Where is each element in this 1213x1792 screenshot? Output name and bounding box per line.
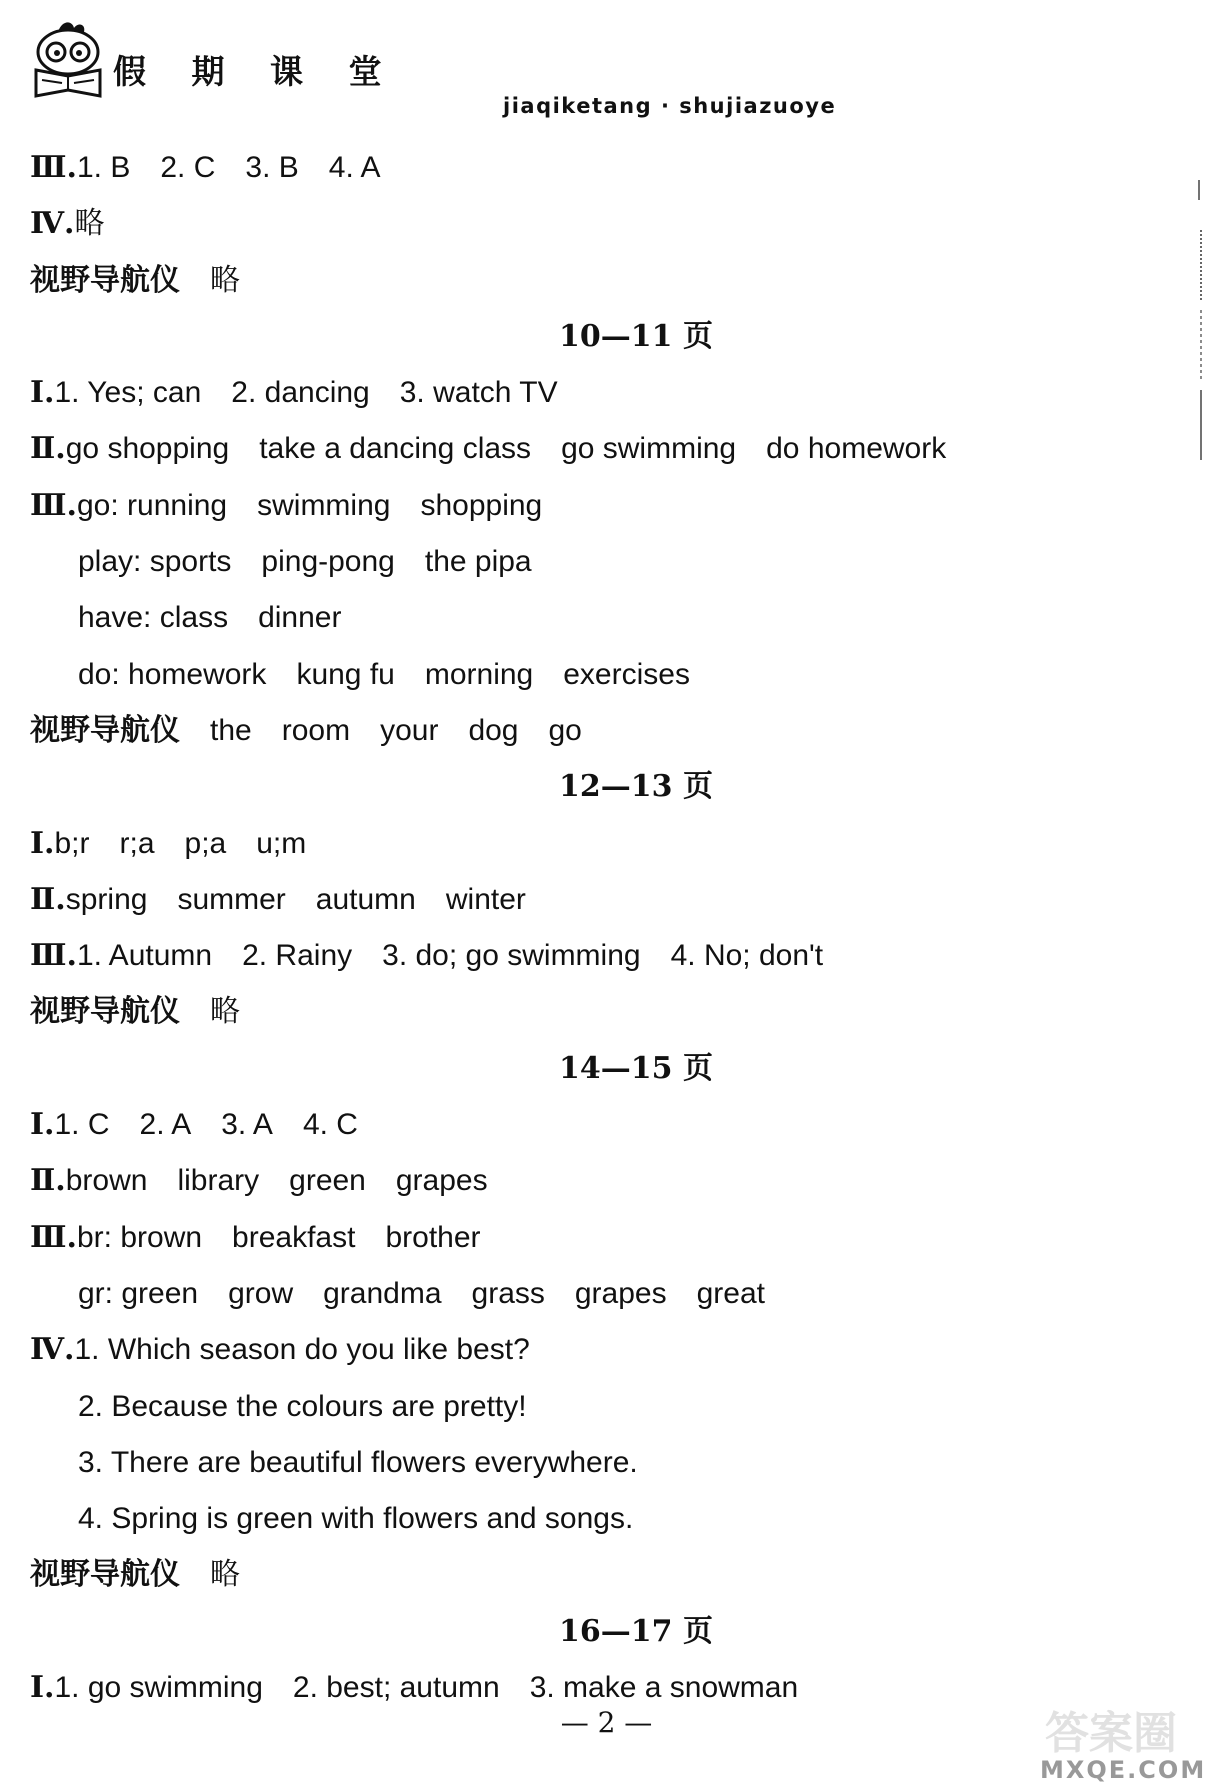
answer-text: take a dancing class bbox=[259, 432, 532, 466]
answer-text: 3. There are beautiful flowers everywhere. bbox=[78, 1445, 638, 1479]
answer-text: 2. best; autumn bbox=[292, 1671, 500, 1705]
answer-text: autumn bbox=[315, 882, 416, 916]
answer-text: 3. watch TV bbox=[399, 376, 558, 410]
answer-text: p;a bbox=[184, 826, 227, 860]
section-label: 视野导航仪 bbox=[30, 712, 180, 748]
answer-text: winter bbox=[445, 882, 526, 916]
section-label: 视野导航仪 bbox=[30, 1557, 180, 1593]
answer-text: u;m bbox=[256, 826, 307, 860]
answer-text: 略 bbox=[74, 207, 105, 241]
answer-line bbox=[30, 1153, 1180, 1209]
answer-text: 2. dancing bbox=[231, 376, 370, 410]
section-heading-text: 10—11 页 bbox=[559, 318, 713, 354]
answer-text: go shopping bbox=[65, 432, 230, 466]
answer-text: exercises bbox=[563, 657, 690, 691]
question-numeral: Ⅲ. bbox=[30, 938, 77, 974]
answer-text: 2. A bbox=[139, 1108, 192, 1142]
answer-text: 1. C bbox=[54, 1108, 110, 1142]
question-numeral: Ⅰ. bbox=[30, 1670, 55, 1706]
answer-text: 4. C bbox=[302, 1108, 358, 1142]
answer-line bbox=[30, 421, 1180, 477]
answer-text: 1. Autumn bbox=[76, 939, 213, 973]
answer-text: 4. No; don't bbox=[670, 939, 824, 973]
answer-text: 4. Spring is green with flowers and songs. bbox=[78, 1502, 634, 1536]
answer-line bbox=[30, 253, 1180, 309]
question-numeral: Ⅳ. bbox=[30, 1332, 75, 1368]
answer-text: brother bbox=[385, 1220, 481, 1254]
question-numeral: Ⅰ. bbox=[30, 1107, 55, 1143]
answer-line bbox=[30, 140, 1180, 196]
answer-line bbox=[30, 365, 1180, 421]
question-numeral: Ⅲ. bbox=[30, 1219, 77, 1255]
watermark-site: MXQE.COM bbox=[1040, 1756, 1207, 1784]
answer-content bbox=[30, 140, 1180, 1716]
scan-edge-marks bbox=[1196, 180, 1206, 480]
answer-text: grapes bbox=[395, 1164, 488, 1198]
answer-text: brown bbox=[65, 1164, 148, 1198]
question-numeral: Ⅳ. bbox=[30, 206, 75, 242]
answer-text: r;a bbox=[119, 826, 155, 860]
answer-text: dog bbox=[468, 713, 519, 747]
section-label: 视野导航仪 bbox=[30, 262, 180, 298]
answer-text: grandma bbox=[323, 1276, 442, 1310]
answer-text: 1. go swimming bbox=[54, 1671, 263, 1705]
question-numeral: Ⅱ. bbox=[30, 431, 66, 467]
answer-text: br: brown bbox=[76, 1220, 203, 1254]
answer-text: grass bbox=[471, 1276, 545, 1310]
section-heading-text: 16—17 页 bbox=[559, 1613, 713, 1649]
answer-text: morning bbox=[424, 657, 534, 691]
answer-text: go swimming bbox=[561, 432, 737, 466]
answer-text: summer bbox=[177, 882, 286, 916]
answer-text: 略 bbox=[210, 995, 240, 1029]
answer-line bbox=[30, 1322, 1180, 1378]
answer-text: 1. Yes; can bbox=[54, 376, 202, 410]
answer-text: 3. A bbox=[221, 1108, 273, 1142]
answer-text: grapes bbox=[574, 1276, 667, 1310]
answer-text: gr: green bbox=[78, 1276, 199, 1310]
question-numeral: Ⅲ. bbox=[30, 487, 77, 523]
page-number: — 2 — bbox=[560, 1706, 653, 1739]
answer-text: kung fu bbox=[296, 657, 395, 691]
answer-line bbox=[30, 928, 1180, 984]
section-heading bbox=[30, 1604, 1180, 1660]
answer-line bbox=[30, 1435, 1180, 1491]
answer-text: 3. make a snowman bbox=[529, 1671, 799, 1705]
answer-text: 2. Because the colours are pretty! bbox=[78, 1389, 527, 1423]
question-numeral: Ⅰ. bbox=[30, 825, 55, 861]
answer-text: room bbox=[281, 713, 351, 747]
answer-text: dinner bbox=[258, 601, 342, 635]
brand-subtitle: jiaqiketang · shujiazuoye bbox=[503, 94, 837, 118]
answer-line bbox=[30, 647, 1180, 703]
answer-line bbox=[30, 1097, 1180, 1153]
answer-line bbox=[30, 196, 1180, 252]
question-numeral: Ⅰ. bbox=[30, 375, 55, 411]
answer-text: shopping bbox=[420, 488, 543, 522]
answer-text: 2. Rainy bbox=[242, 939, 353, 973]
answer-text: 4. A bbox=[328, 151, 381, 184]
answer-text: great bbox=[696, 1276, 765, 1310]
answer-text: 1. B bbox=[76, 151, 131, 184]
answer-text: your bbox=[380, 713, 439, 747]
answer-line bbox=[30, 478, 1180, 534]
answer-text: go bbox=[548, 713, 582, 747]
question-numeral: Ⅱ. bbox=[30, 881, 66, 917]
watermark-text: 答案圈 bbox=[1045, 1708, 1177, 1759]
answer-text: library bbox=[177, 1164, 260, 1198]
answer-text: 1. Which season do you like best? bbox=[74, 1333, 530, 1367]
answer-text: do homework bbox=[766, 432, 947, 466]
answer-line bbox=[30, 872, 1180, 928]
question-numeral: Ⅲ. bbox=[30, 150, 77, 185]
answer-line bbox=[30, 984, 1180, 1040]
answer-text: grow bbox=[228, 1276, 294, 1310]
mascot-reading-logo bbox=[28, 18, 106, 98]
answer-line bbox=[30, 816, 1180, 872]
section-heading-text: 12—13 页 bbox=[559, 769, 713, 805]
answer-text: 略 bbox=[210, 1558, 240, 1592]
answer-line bbox=[30, 1491, 1180, 1547]
answer-text: green bbox=[289, 1164, 366, 1198]
answer-text: the bbox=[210, 713, 252, 747]
answer-line bbox=[30, 1210, 1180, 1266]
page-header bbox=[28, 18, 1208, 118]
answer-text: breakfast bbox=[232, 1220, 356, 1254]
section-heading bbox=[30, 759, 1180, 815]
answer-text: b;r bbox=[54, 826, 90, 860]
answer-text: 2. C bbox=[160, 151, 216, 184]
answer-text: play: sports bbox=[78, 545, 232, 579]
answer-text: have: class bbox=[78, 601, 229, 635]
answer-text: do: homework bbox=[78, 657, 267, 691]
answer-line bbox=[30, 1379, 1180, 1435]
answer-text: swimming bbox=[257, 488, 391, 522]
answer-text: the pipa bbox=[424, 545, 532, 579]
answer-line bbox=[30, 703, 1180, 759]
answer-text: 3. do; go swimming bbox=[382, 939, 641, 973]
section-heading bbox=[30, 309, 1180, 365]
section-label: 视野导航仪 bbox=[30, 994, 180, 1030]
answer-line bbox=[30, 1547, 1180, 1603]
answer-text: spring bbox=[65, 882, 148, 916]
answer-text: ping-pong bbox=[261, 545, 395, 579]
answer-line bbox=[30, 590, 1180, 646]
question-numeral: Ⅱ. bbox=[30, 1163, 66, 1199]
section-heading bbox=[30, 1041, 1180, 1097]
answer-text: 略 bbox=[210, 263, 240, 297]
section-heading-text: 14—15 页 bbox=[559, 1050, 713, 1086]
answer-text: go: running bbox=[76, 488, 228, 522]
answer-line bbox=[30, 1266, 1180, 1322]
answer-text: 3. B bbox=[245, 151, 299, 184]
answer-line bbox=[30, 534, 1180, 590]
brand-title: 假 期 课 堂 bbox=[113, 52, 399, 91]
